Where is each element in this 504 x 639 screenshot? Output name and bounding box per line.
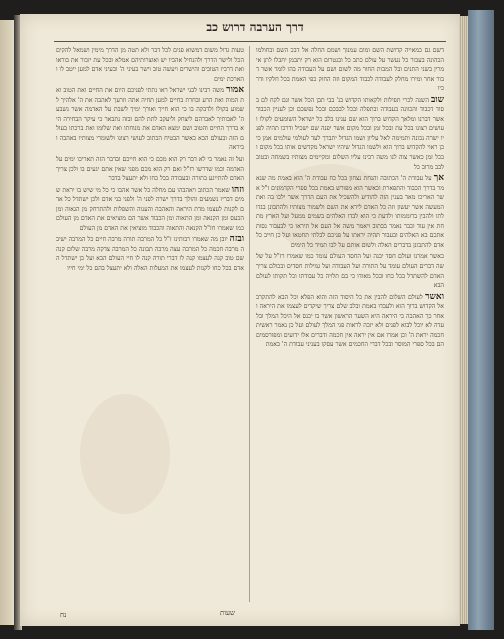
column-divider xyxy=(249,46,250,602)
paragraph-text: שאמר הכתוב ויאהבהו עם מחלה כל אשר אהבו כי כל מי שיש בו יראת שמים דבריו נשמעים והולך בדרך ישרה לפני ה' ולפני בני אדם ולכן ישתדל כל אדם לקנות לעצמו מדת היראה והאהבה והענוה והשפלות ולהתרחק מן הגאוה ומן הכעס ומן הקנאה ומן התאוה ומן הכבוד אשר הם מוציאים את האדם מן העולם כמו שאמרו חז"ל הקנאה והתאוה והכבוד מוציאין את האדם מן העולם xyxy=(56,186,244,232)
book-cover xyxy=(468,10,494,630)
paragraph-text: ועל זה נאמר כי לא דבר רק הוא מכם כי הוא חייכם ובדבר הזה תאריכו ימים על האדמה וכמו שדרשו רז"ל ואם רק הוא מכם מפני שאין אתם יגעים בו ולכן צריך האדם להתייגע בתורה ובעבודה בכל כחו ולא יתעצל בדבר xyxy=(56,156,244,183)
paragraph-keyword: וזהו xyxy=(231,184,244,195)
paragraph-keyword: ובזה xyxy=(229,234,244,245)
book-page xyxy=(20,14,460,626)
paragraph xyxy=(256,46,444,94)
paragraph-text: משה רבינו לבני ישראל ראו נתתי לפניכם היום את החיים ואת הטוב ואת המות ואת הרע ובחרת בחיים למען תחיה אתה וזרעך לאהבה את ה' אלהיך לשמוע בקולו ולדבקה בו כי הוא חייך ואורך ימיך לשבת על האדמה אשר נשבע ה' לאבותיך לאברהם ליצחק וליעקב לתת להם ובזה נתבאר כי עיקר הבחירה היא בדרך החיים והטוב ושם ימצא האדם את מנוחתו ואת שלומו ואת ברכתו בעולם הזה ובעולם הבא כאשר הבטיח הכתוב לעושי רצונו ולשומרי מצותיו באהבה וביראה xyxy=(56,87,244,152)
paragraph-text: דשם גם כמאייה קדושת השם ומום עמנוך ושמם החלה אל דבכ השם ובחולמו הכהונה בעבור כל נעשר על עולם כתב כל ובנטרום הוא רק יתבמן יחבלו לתן אימרין בשני התנים ובל המבות החור מה לשום ושם על העבודה בהו לומר אשר דבור אחר ומירו מחלק לעבודה לכבוד המקום וזה החוק כפי האמת בכל חלקיו ודרכיו xyxy=(256,47,444,93)
paragraph xyxy=(56,155,244,184)
paragraph-text: יובן מה שאמרו רבותינו ז"ל כל המרבה תורה מרבה חיים כל המרבה ישיבה מרבה חכמה כל המרבה עצה מרבה תבונה כל המרבה צדקה מרבה שלום קנה שם טוב קנה לעצמו קנה לו דברי תורה קנה לו חיי העולם הבא ועל כן ישתדל האדם בכל כחו לקנות לעצמו את המעלות האלה ולא יתעצל בהם כל ימי חייו xyxy=(56,236,244,273)
paragraph-text: טעות גדול משום דמשוא פנים לכל דבר ולא תטה מן הדרך מימין ושמאל להקים הכל ולישר הדרך ולהנחיל אהביו יש ואוצרותיהם אמלא ובכל עת יזכור את בוראו ואת דרכיו הטובים והישרים ויעשה טוב וישר בעיני ה' ובעיני אדם למען ייטב לו והארכת ימים xyxy=(56,47,244,83)
paragraph xyxy=(256,174,444,250)
paragraph xyxy=(256,252,444,290)
paragraph-text: כאשר אמרנו ועולם חסד יבנה ועל החסד העולם עומד כמו שאמרו רז"ל על שלשה דברים העולם עומד על התורה ועל העבודה ועל גמילות חסדים ובכולם צריך האדם להשתדל בכל כחו ובכל מאודו כי בם תלויה כל עבודתו וכל תקותו לעולם הבא xyxy=(256,253,444,290)
paragraph xyxy=(56,86,244,153)
paragraph-text: לעולם השלום להבין את כל היסוד הזה והוא הפלא וכל הבא להתקרב אל הקדוש ברוך הוא ולעבדו באמת ובלב שלם צריך שיקדים לעצמו את היראה ואחר כך האהבה כי היראה היא השער הראשון אשר בו יכנס אל היכל המלך ובלעדה לא יוכל לבוא לפנים ולא יזכה לראות פני המלך לעולם ועל כן נאמר ראשית חכמה יראת ה' וכן אמרו אם אין יראה אין חכמה ודברים אלו ידועים ומפורסמים הם בכל ספרי המוסר ובכל דברי החכמים אשר עסקו בעניני עבודת ה' באמת xyxy=(256,293,444,349)
paragraph-keyword: שוב xyxy=(430,94,444,105)
catchword: שעות xyxy=(220,609,235,617)
left-text-column xyxy=(56,46,244,602)
running-head: דרך הערבה דרוש כב xyxy=(206,20,304,34)
paragraph xyxy=(256,293,444,350)
paragraph-keyword: אך xyxy=(433,173,444,184)
paragraph xyxy=(56,46,244,84)
paragraph xyxy=(56,186,244,234)
paragraph-keyword: ואשר xyxy=(425,291,444,302)
paragraph-text: על עבודת ה' הכתובה והנחת נצחון בכל כח עבודת ה' הוא באמת מה שנאמר בדרך הכבוד והתפארת וכאשר הוא מפורש באמת בכל ספרי הקדמונים ז"ל אשר האריכו מאד בענין הזה להודיע ולהשכיל את העם הדרך אשר ילכו בה ואת המעשה אשר יעשון וזה כל האדם לירא את השם ולשמור מצותיו ולהתבונן בגדולתו ולהבין ברוממותו ולדעת כי הוא לבדו האלהים בשמים ממעל ועל הארץ מתחת אין עוד וכבר נאמר בכתוב ויאמר משה אל העם אל תיראו כי לבעבור נסות אתכם בא האלהים ובעבור תהיה יראתו על פניכם לבלתי תחטאו ועל כן חייב כל אדם להתבונן בדברים האלה ולשום אותם על לבו תמיד כל הימים xyxy=(256,175,444,249)
paragraph xyxy=(56,235,244,273)
paragraph-text: השנה לכרי תפילות ולקאותו הקדוש בנ' בבי תבן הכל אשר וגם לקח לם בסוד דכבוד והכוונה בעבודה ובתפלה ובכל לבבכם ובכל נפשכם וכן לעניין הכבוד אשר דברנו ומלאך הקדוש ברוך הוא שם ענינו בלב כל ישראל השומעים לקולו ועושים רצונו בכל עת ובכל זמן ובכל מקום אשר יפנה שם ישכיל ודרכו תהיה לפניו ישרה נכונה ותמימה לאל עליון ושמו הגדול יתברך לעד לעולמי עולמים אמן כי כן ראוי להקדוש ברוך הוא ולשמו הגדול שיהיו ישראל מקדשים אותו בכל מקום ובכל זמן כאשר צוה לנו משה רבינו עליו השלום ומקיימים מצותיו בשמחה ובטוב לבב מרוב כל xyxy=(256,96,444,171)
paragraph xyxy=(256,96,444,172)
right-text-column xyxy=(256,46,444,602)
paragraph-keyword: אמור xyxy=(226,85,244,96)
signature-mark: נח xyxy=(60,611,67,619)
header-rule xyxy=(54,41,446,42)
